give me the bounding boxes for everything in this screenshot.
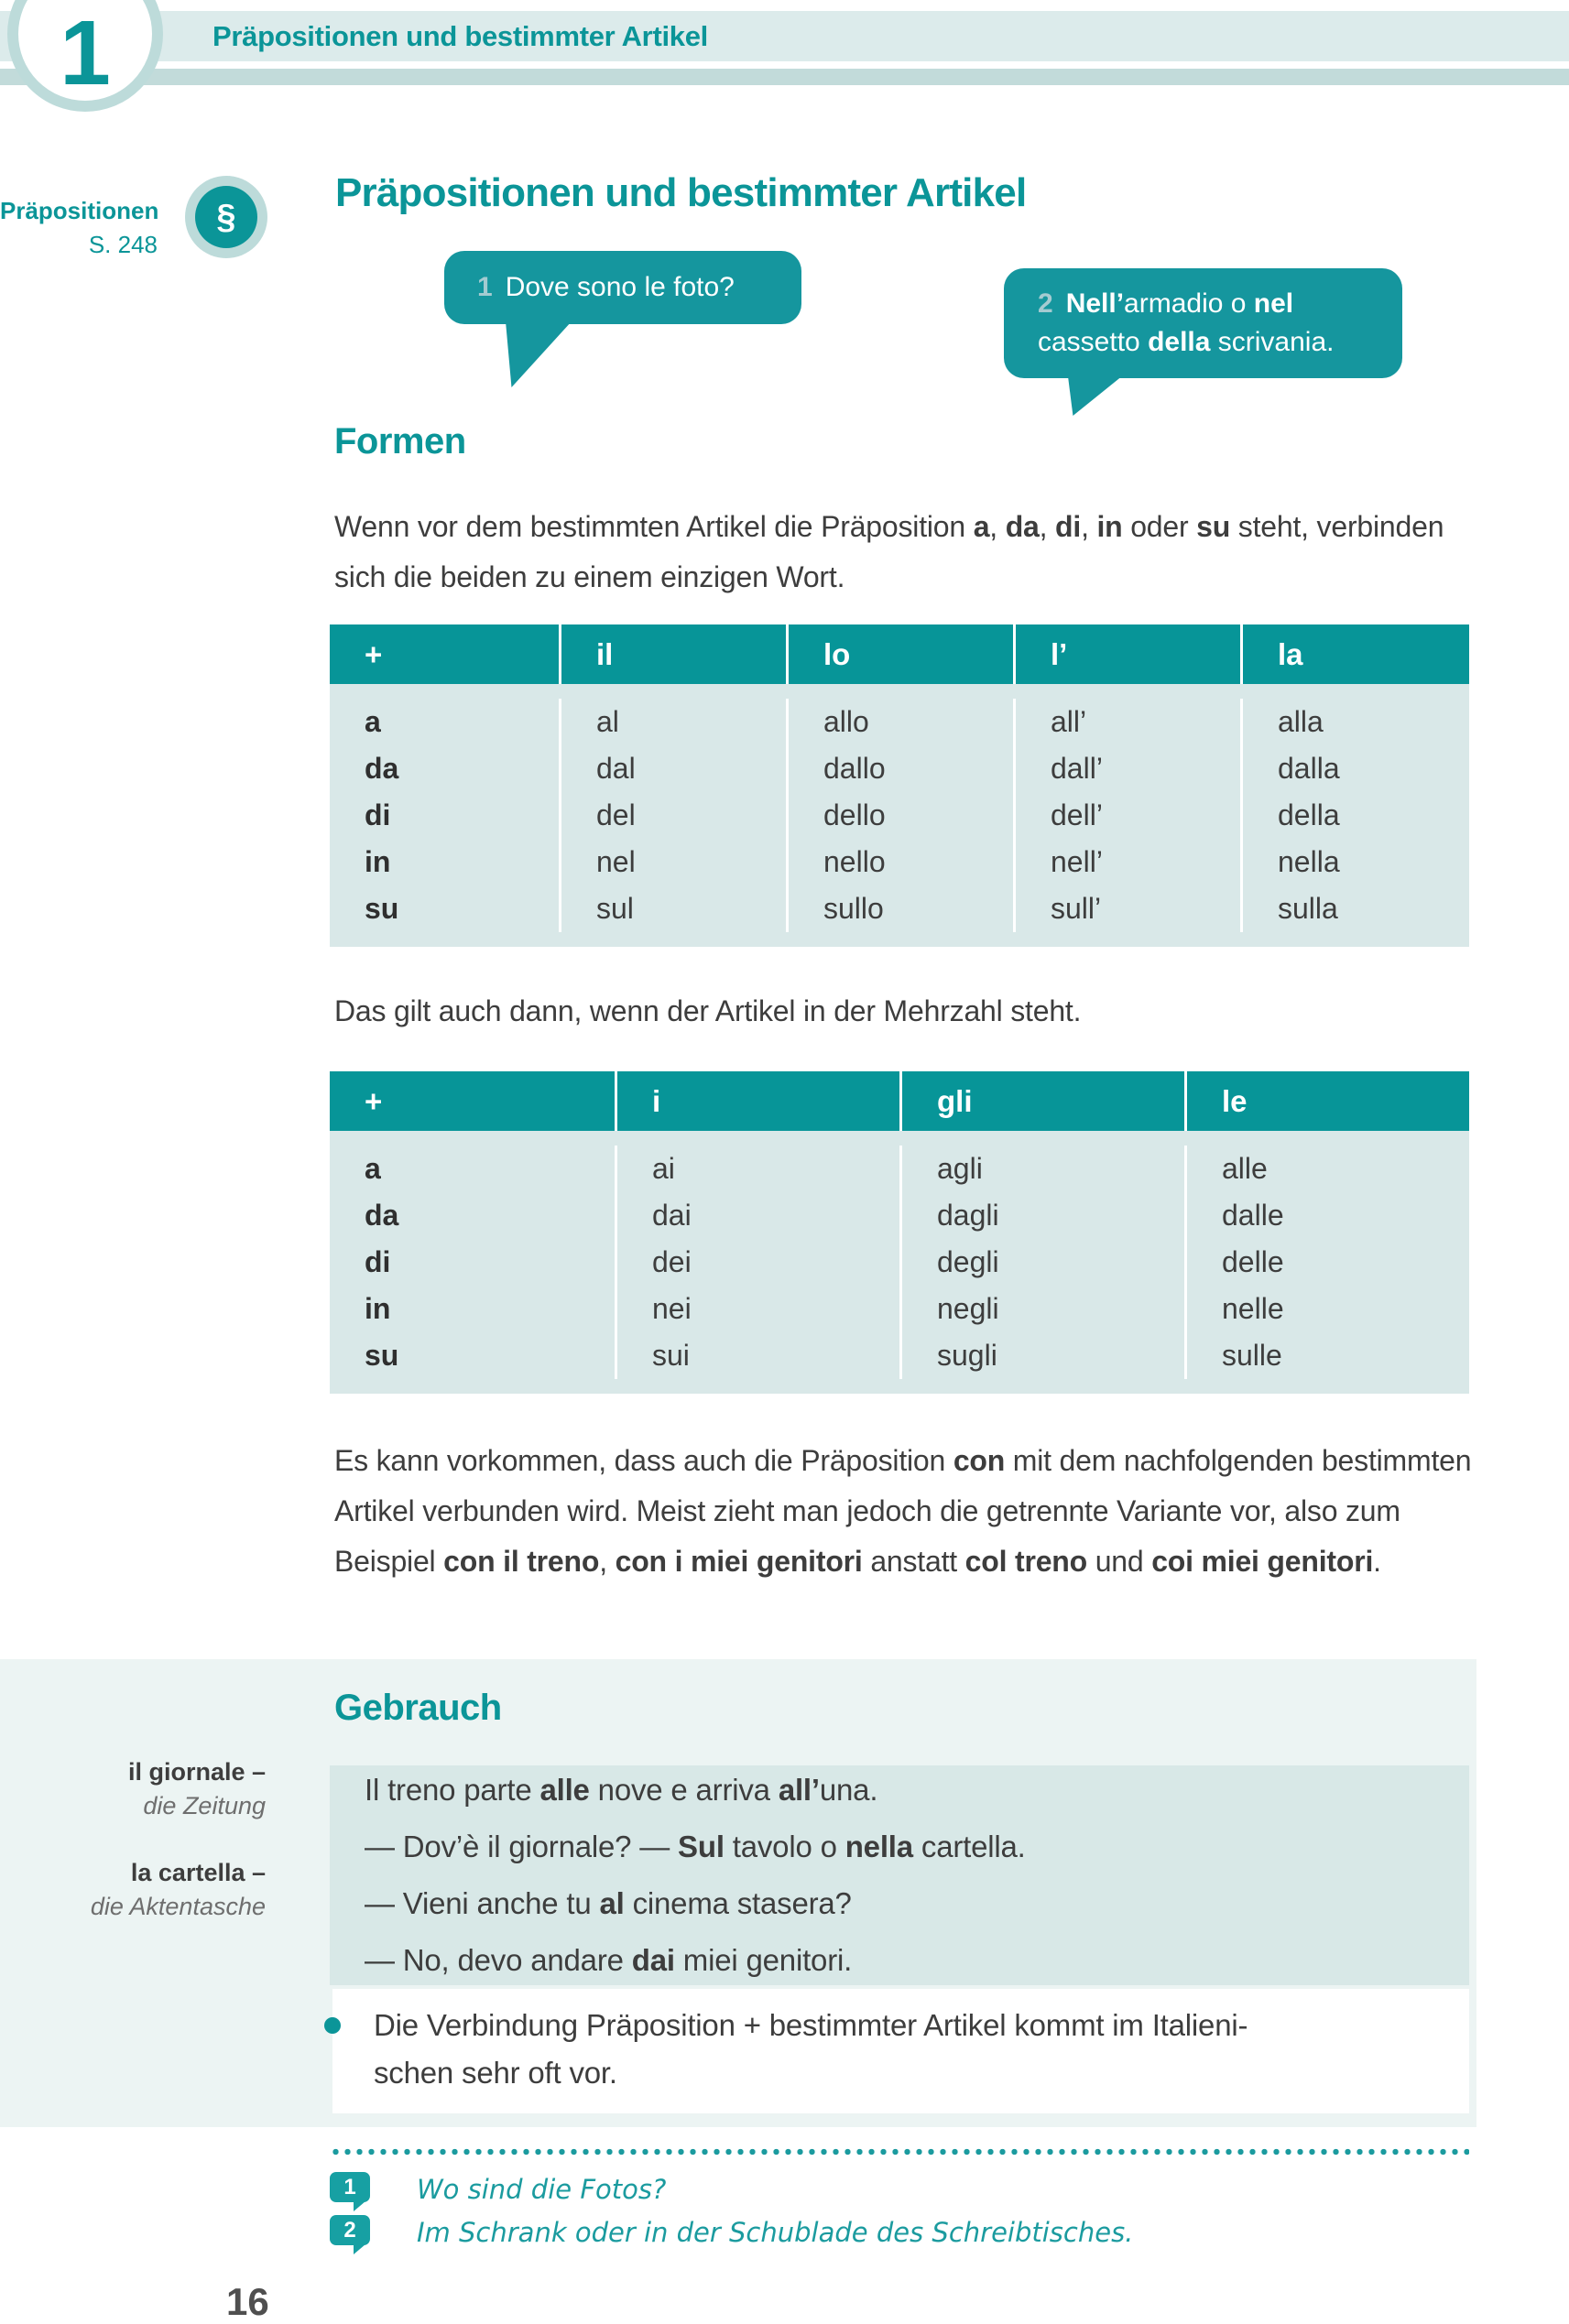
table-cell: nel: [596, 845, 636, 878]
vocab-translation: die Zeitung: [143, 1792, 266, 1819]
table-cell: degli: [937, 1245, 999, 1278]
table-cell: alle: [1222, 1152, 1268, 1185]
unit-number-circle: [7, 0, 163, 112]
section-heading-formen: Formen: [334, 421, 466, 462]
text-segment: con: [953, 1444, 1006, 1477]
text-segment: con il treno: [443, 1545, 600, 1578]
speech-bubble-2: [1004, 268, 1402, 378]
bubble2-seg: Nell’: [1065, 288, 1125, 319]
chapter-header-title: Präpositionen und bestimmter Artikel: [212, 20, 708, 52]
text-segment: — Vieni anche tu: [365, 1886, 600, 1920]
speech-bubble-1-number: 1: [477, 272, 493, 302]
table-column: [786, 699, 1013, 932]
text-segment: su: [1196, 510, 1231, 543]
table-cell: su: [365, 892, 399, 925]
text-segment: Il treno parte: [365, 1773, 540, 1807]
table-cell: dai: [652, 1199, 692, 1232]
table-cell: dell’: [1051, 798, 1103, 831]
table-header-cell: le: [1184, 1071, 1469, 1131]
text-segment: — No, devo andare: [365, 1943, 632, 1977]
speech-bubble-1-line: Dove sono le foto?: [505, 272, 735, 302]
text-segment: ,: [599, 1545, 616, 1578]
table-cell: dagli: [937, 1199, 999, 1232]
table-cell: in: [365, 845, 391, 878]
speech-bubble-1-text: [477, 272, 801, 303]
table-column: [1240, 699, 1469, 932]
unit-number: 1: [60, 1, 111, 104]
bubble2-seg: armadio o: [1124, 288, 1254, 319]
bubble2-seg: della: [1148, 327, 1211, 357]
example-line: [365, 1932, 1469, 1989]
table-cell: dalla: [1278, 752, 1340, 785]
table-cell: al: [596, 705, 619, 738]
text-segment: al: [599, 1886, 625, 1920]
text-segment: Sul: [678, 1830, 725, 1863]
table-cell: delle: [1222, 1245, 1284, 1278]
table-plural-articles: [330, 1071, 1469, 1394]
table-cell: dalle: [1222, 1199, 1284, 1232]
vocab-term: il giornale –: [127, 1758, 266, 1786]
speech-bubble-2-text: [1038, 285, 1377, 362]
example-box: [330, 1765, 1469, 1985]
dotted-divider: [330, 2148, 1469, 2156]
table-header-cell: gli: [899, 1071, 1184, 1131]
table-header-row: [330, 624, 1469, 684]
page-title: Präpositionen und bestimmter Artikel: [335, 170, 1027, 215]
table-header-cell: la: [1240, 624, 1469, 684]
table-column: [330, 1146, 615, 1379]
table-column: [559, 699, 786, 932]
table-cell: da: [365, 1199, 399, 1232]
table-cell: dei: [652, 1245, 692, 1278]
text-segment: alle: [539, 1773, 590, 1807]
note-line: Die Verbindung Präposition + bestimmter Artikel kommt im Italieni-: [374, 2008, 1248, 2042]
table-header-cell: il: [559, 624, 786, 684]
text-segment: ,: [989, 510, 1006, 543]
formen-intro-paragraph: [334, 502, 1475, 603]
bubble2-seg: cassetto: [1038, 327, 1149, 357]
table-singular-articles: [330, 624, 1469, 947]
table-body: [330, 684, 1469, 947]
footnote-text: Im Schrank oder in der Schublade des Schreibtisches.: [417, 2217, 1134, 2248]
bubble2-seg: scrivania.: [1210, 327, 1335, 357]
text-segment: Wenn vor dem bestimmten Artikel die Präposition: [334, 510, 974, 543]
section-heading-gebrauch: Gebrauch: [334, 1688, 502, 1728]
table-cell: su: [365, 1339, 399, 1372]
table-column: [330, 699, 559, 932]
table-cell: negli: [937, 1292, 999, 1325]
table-cell: allo: [823, 705, 869, 738]
example-line: [365, 1762, 1469, 1819]
table-body: [330, 1131, 1469, 1394]
footnote-number: 1: [343, 2174, 356, 2199]
speech-bubble-1-tail: [506, 321, 572, 387]
vocab-term: la cartella –: [130, 1859, 266, 1886]
table-cell: sugli: [937, 1339, 997, 1372]
text-segment: cartella.: [912, 1830, 1026, 1863]
text-segment: anstatt: [862, 1545, 965, 1578]
footnote-number: 2: [343, 2217, 356, 2243]
text-segment: .: [1373, 1545, 1381, 1578]
text-segment: coi miei genitori: [1151, 1545, 1374, 1578]
con-paragraph: [334, 1436, 1475, 1587]
table-cell: dall’: [1051, 752, 1103, 785]
note-line: schen sehr oft vor.: [374, 2056, 617, 2090]
table-cell: dallo: [823, 752, 886, 785]
table-header-cell: +: [365, 637, 383, 671]
speech-bubble-1: [444, 251, 801, 324]
table-cell: sulla: [1278, 892, 1338, 925]
text-segment: miei genitori.: [674, 1943, 853, 1977]
text-segment: Es kann vorkommen, dass auch die Präposition: [334, 1444, 953, 1477]
bubble2-seg: nel: [1253, 288, 1294, 319]
example-line: [365, 1819, 1469, 1875]
footnote-badge-1: [330, 2172, 370, 2202]
margin-ref-page: S. 248: [88, 231, 158, 258]
table-header-cell: lo: [786, 624, 1013, 684]
text-segment: di: [1055, 510, 1082, 543]
text-segment: ,: [1081, 510, 1097, 543]
table-cell: sul: [596, 892, 634, 925]
table-cell: di: [365, 1245, 391, 1278]
margin-ref-label: Präpositionen: [0, 197, 159, 224]
text-segment: steht, verbinden sich die beiden zu einem einzigen Wort.: [334, 510, 1444, 593]
speech-bubble-2-number: 2: [1038, 288, 1053, 319]
table-cell: sui: [652, 1339, 690, 1372]
table-cell: dello: [823, 798, 886, 831]
table-cell: nei: [652, 1292, 692, 1325]
note-bullet-icon: [324, 2017, 341, 2034]
table-header-cell: +: [365, 1084, 383, 1118]
table-cell: della: [1278, 798, 1340, 831]
text-segment: con i miei genitori: [615, 1545, 863, 1578]
table-column: [1184, 1146, 1469, 1379]
text-segment: mit dem nachfolgenden bestimmten Artikel verbunden wird. Meist zieht man jedoch die getrennte Variante vor, also zum Beispiel: [334, 1444, 1472, 1578]
table-cell: nell’: [1051, 845, 1103, 878]
table-cell: nello: [823, 845, 886, 878]
text-segment: nove e arriva: [589, 1773, 779, 1807]
table-cell: nella: [1278, 845, 1340, 878]
text-segment: oder: [1122, 510, 1197, 543]
table-cell: di: [365, 798, 391, 831]
text-segment: nella: [844, 1830, 913, 1863]
table-cell: sulle: [1222, 1339, 1282, 1372]
table-cell: agli: [937, 1152, 983, 1185]
table-cell: del: [596, 798, 636, 831]
table-cell: sullo: [823, 892, 884, 925]
table-header-cell: l’: [1013, 624, 1240, 684]
text-segment: cinema stasera?: [624, 1886, 852, 1920]
text-segment: una.: [819, 1773, 878, 1807]
footnote-text: Wo sind die Fotos?: [417, 2174, 667, 2205]
text-segment: — Dov’è il giornale? —: [365, 1830, 679, 1863]
table-cell: all’: [1051, 705, 1087, 738]
table-column: [615, 1146, 899, 1379]
footnote-badge-2: [330, 2215, 370, 2245]
table-column: [899, 1146, 1184, 1379]
text-segment: col treno: [964, 1545, 1087, 1578]
table-column: [1013, 699, 1240, 932]
table-cell: sull’: [1051, 892, 1102, 925]
table-header-cell: i: [615, 1071, 899, 1131]
text-segment: in: [1096, 510, 1123, 543]
header-band-thin: [0, 69, 1569, 85]
speech-bubble-2-tail: [1066, 375, 1123, 416]
table-header-row: [330, 1071, 1469, 1131]
table-cell: alla: [1278, 705, 1324, 738]
text-segment: dai: [631, 1943, 675, 1977]
text-segment: ,: [1039, 510, 1056, 543]
plural-note-text: Das gilt auch dann, wenn der Artikel in der Mehrzahl steht.: [334, 994, 1082, 1027]
note-box: [332, 1989, 1469, 2113]
table-cell: a: [365, 1152, 381, 1185]
text-segment: da: [1005, 510, 1040, 543]
table-cell: ai: [652, 1152, 675, 1185]
vocab-translation: die Aktentasche: [90, 1893, 266, 1920]
text-segment: all’: [778, 1773, 820, 1807]
text-segment: und: [1087, 1545, 1152, 1578]
example-line: [365, 1875, 1469, 1932]
text-segment: tavolo o: [724, 1830, 845, 1863]
text-segment: a: [973, 510, 990, 543]
page-number: 16: [226, 2280, 269, 2323]
paragraph-symbol-badge: [185, 176, 267, 258]
paragraph-symbol-icon: §: [195, 186, 257, 248]
table-cell: nelle: [1222, 1292, 1284, 1325]
table-cell: da: [365, 752, 399, 785]
table-cell: dal: [596, 752, 636, 785]
table-cell: in: [365, 1292, 391, 1325]
table-cell: a: [365, 705, 381, 738]
